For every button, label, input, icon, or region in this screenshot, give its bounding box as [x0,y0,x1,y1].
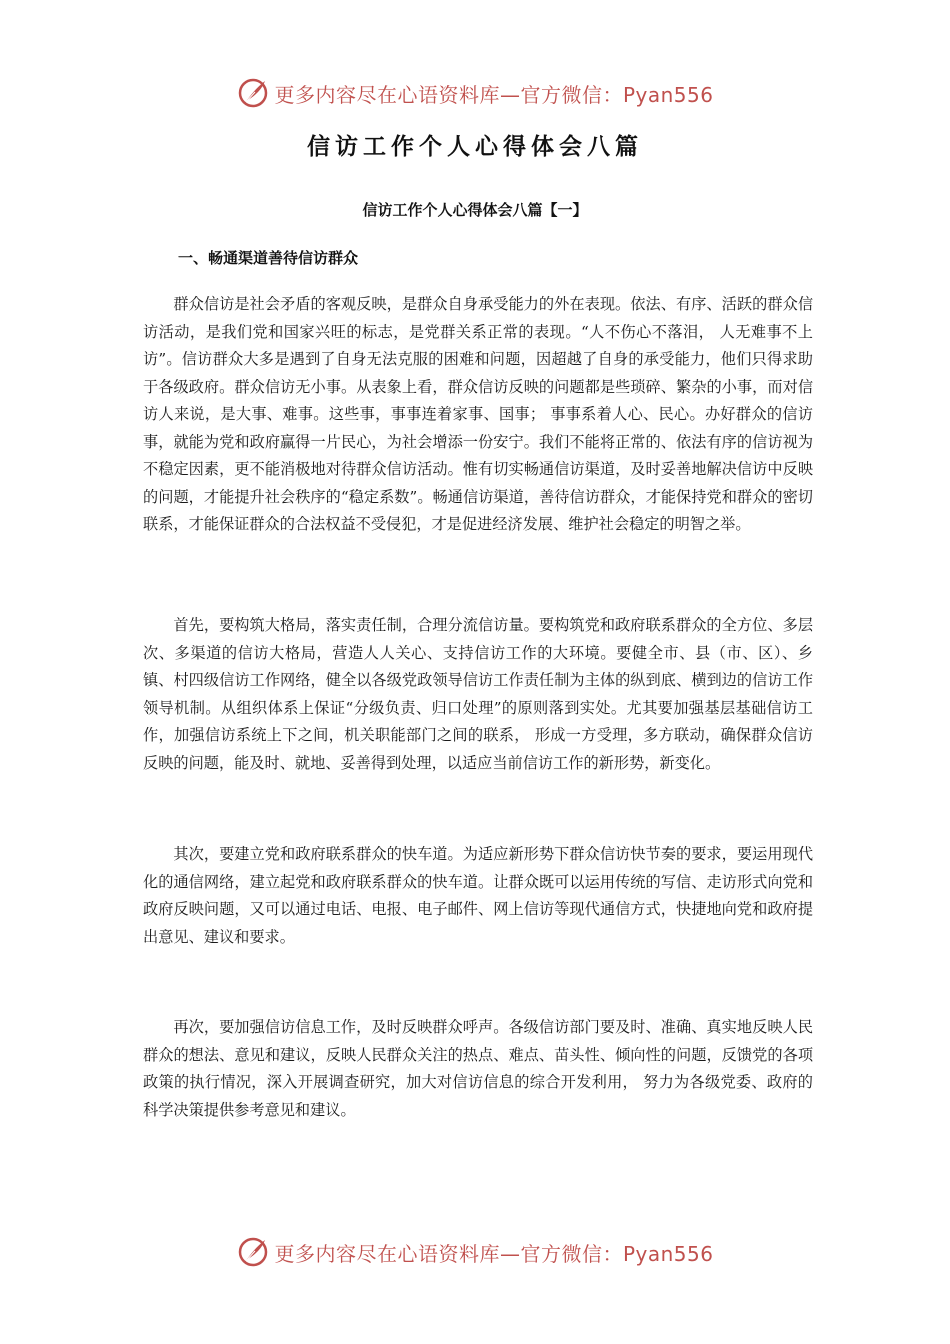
body-paragraph: 群众信访是社会矛盾的客观反映，是群众自身承受能力的外在表现。依法、有序、活跃的群众信访活动，是我们党和国家兴旺的标志，是党群关系正常的表现。“人不伤心不落泪， 人无难事不上访”。信访群众大多是遇到了自身无法克服的困难和问题，因超越了自身的承受能力，他们只得求助于各级政府。群众信访无小事。从表象上看，群众信访反映的问题都是些琐碎、繁杂的小事，而对信访人来说，是大事、难事。这些事，事事连着家事、国事； 事事系着人心、民心。办好群众的信访事，就能为党和政府赢得一片民心，为社会增添一份安宁。我们不能将正常的、依法有序的信访视为不稳定因素，更不能消极地对待群众信访活动。惟有切实畅通信访渠道，及时妥善地解决信访中反映的问题，才能提升社会秩序的“稳定系数”。畅通信访渠道，善待信访群众，才能保持党和群众的密切联系，才能保证群众的合法权益不受侵犯，才是促进经济发展、维护社会稳定的明智之举。 [143,295,813,533]
section-heading: 一、畅通渠道善待信访群众 [178,249,359,267]
footer-banner [0,1232,950,1272]
document-subtitle: 信访工作个人心得体会八篇【一】 [362,201,588,219]
document-title: 信访工作个人心得体会八篇 [307,134,643,160]
body-paragraph: 再次，要加强信访信息工作，及时反映群众呼声。各级信访部门要及时、准确、真实地反映人民群众的想法、意见和建议，反映人民群众关注的热点、难点、苗头性、倾向性的问题，反馈党的各项政策的执行情况，深入开展调查研究，加大对信访信息的综合开发利用， 努力为各级党委、政府的科学决策提供参考意见和建议。 [143,1018,813,1119]
body-paragraph: 首先，要构筑大格局，落实责任制，合理分流信访量。要构筑党和政府联系群众的全方位、多层次、多渠道的信访大格局，营造人人关心、支持信访工作的大环境。要健全市、县（市、区）、乡镇、村四级信访工作网络，健全以各级党政领导信访工作责任制为主体的纵到底、横到边的信访工作领导机制。从组织体系上保证“分级负责、归口处理”的原则落到实处。尤其要加强基层基础信访工作，加强信访系统上下之间，机关职能部门之间的联系， 形成一方受理，多方联动，确保群众信访反映的问题，能及时、就地、妥善得到处理，以适应当前信访工作的新形势，新变化。 [143,616,813,772]
body-paragraph: 其次，要建立党和政府联系群众的快车道。为适应新形势下群众信访快节奏的要求，要运用现代化的通信网络，建立起党和政府联系群众的快车道。让群众既可以运用传统的写信、走访形式向党和政府反映问题，又可以通过电话、电报、电子邮件、网上信访等现代通信方式，快捷地向党和政府提出意见、建议和要求。 [143,845,813,946]
banner-text: 更多内容尽在心语资料库—官方微信：Pyan556 [274,82,714,107]
banner-text: 更多内容尽在心语资料库—官方微信：Pyan556 [274,1241,714,1266]
quill-logo-icon [236,76,270,110]
header-banner [0,73,950,113]
quill-logo-icon [236,1235,270,1269]
